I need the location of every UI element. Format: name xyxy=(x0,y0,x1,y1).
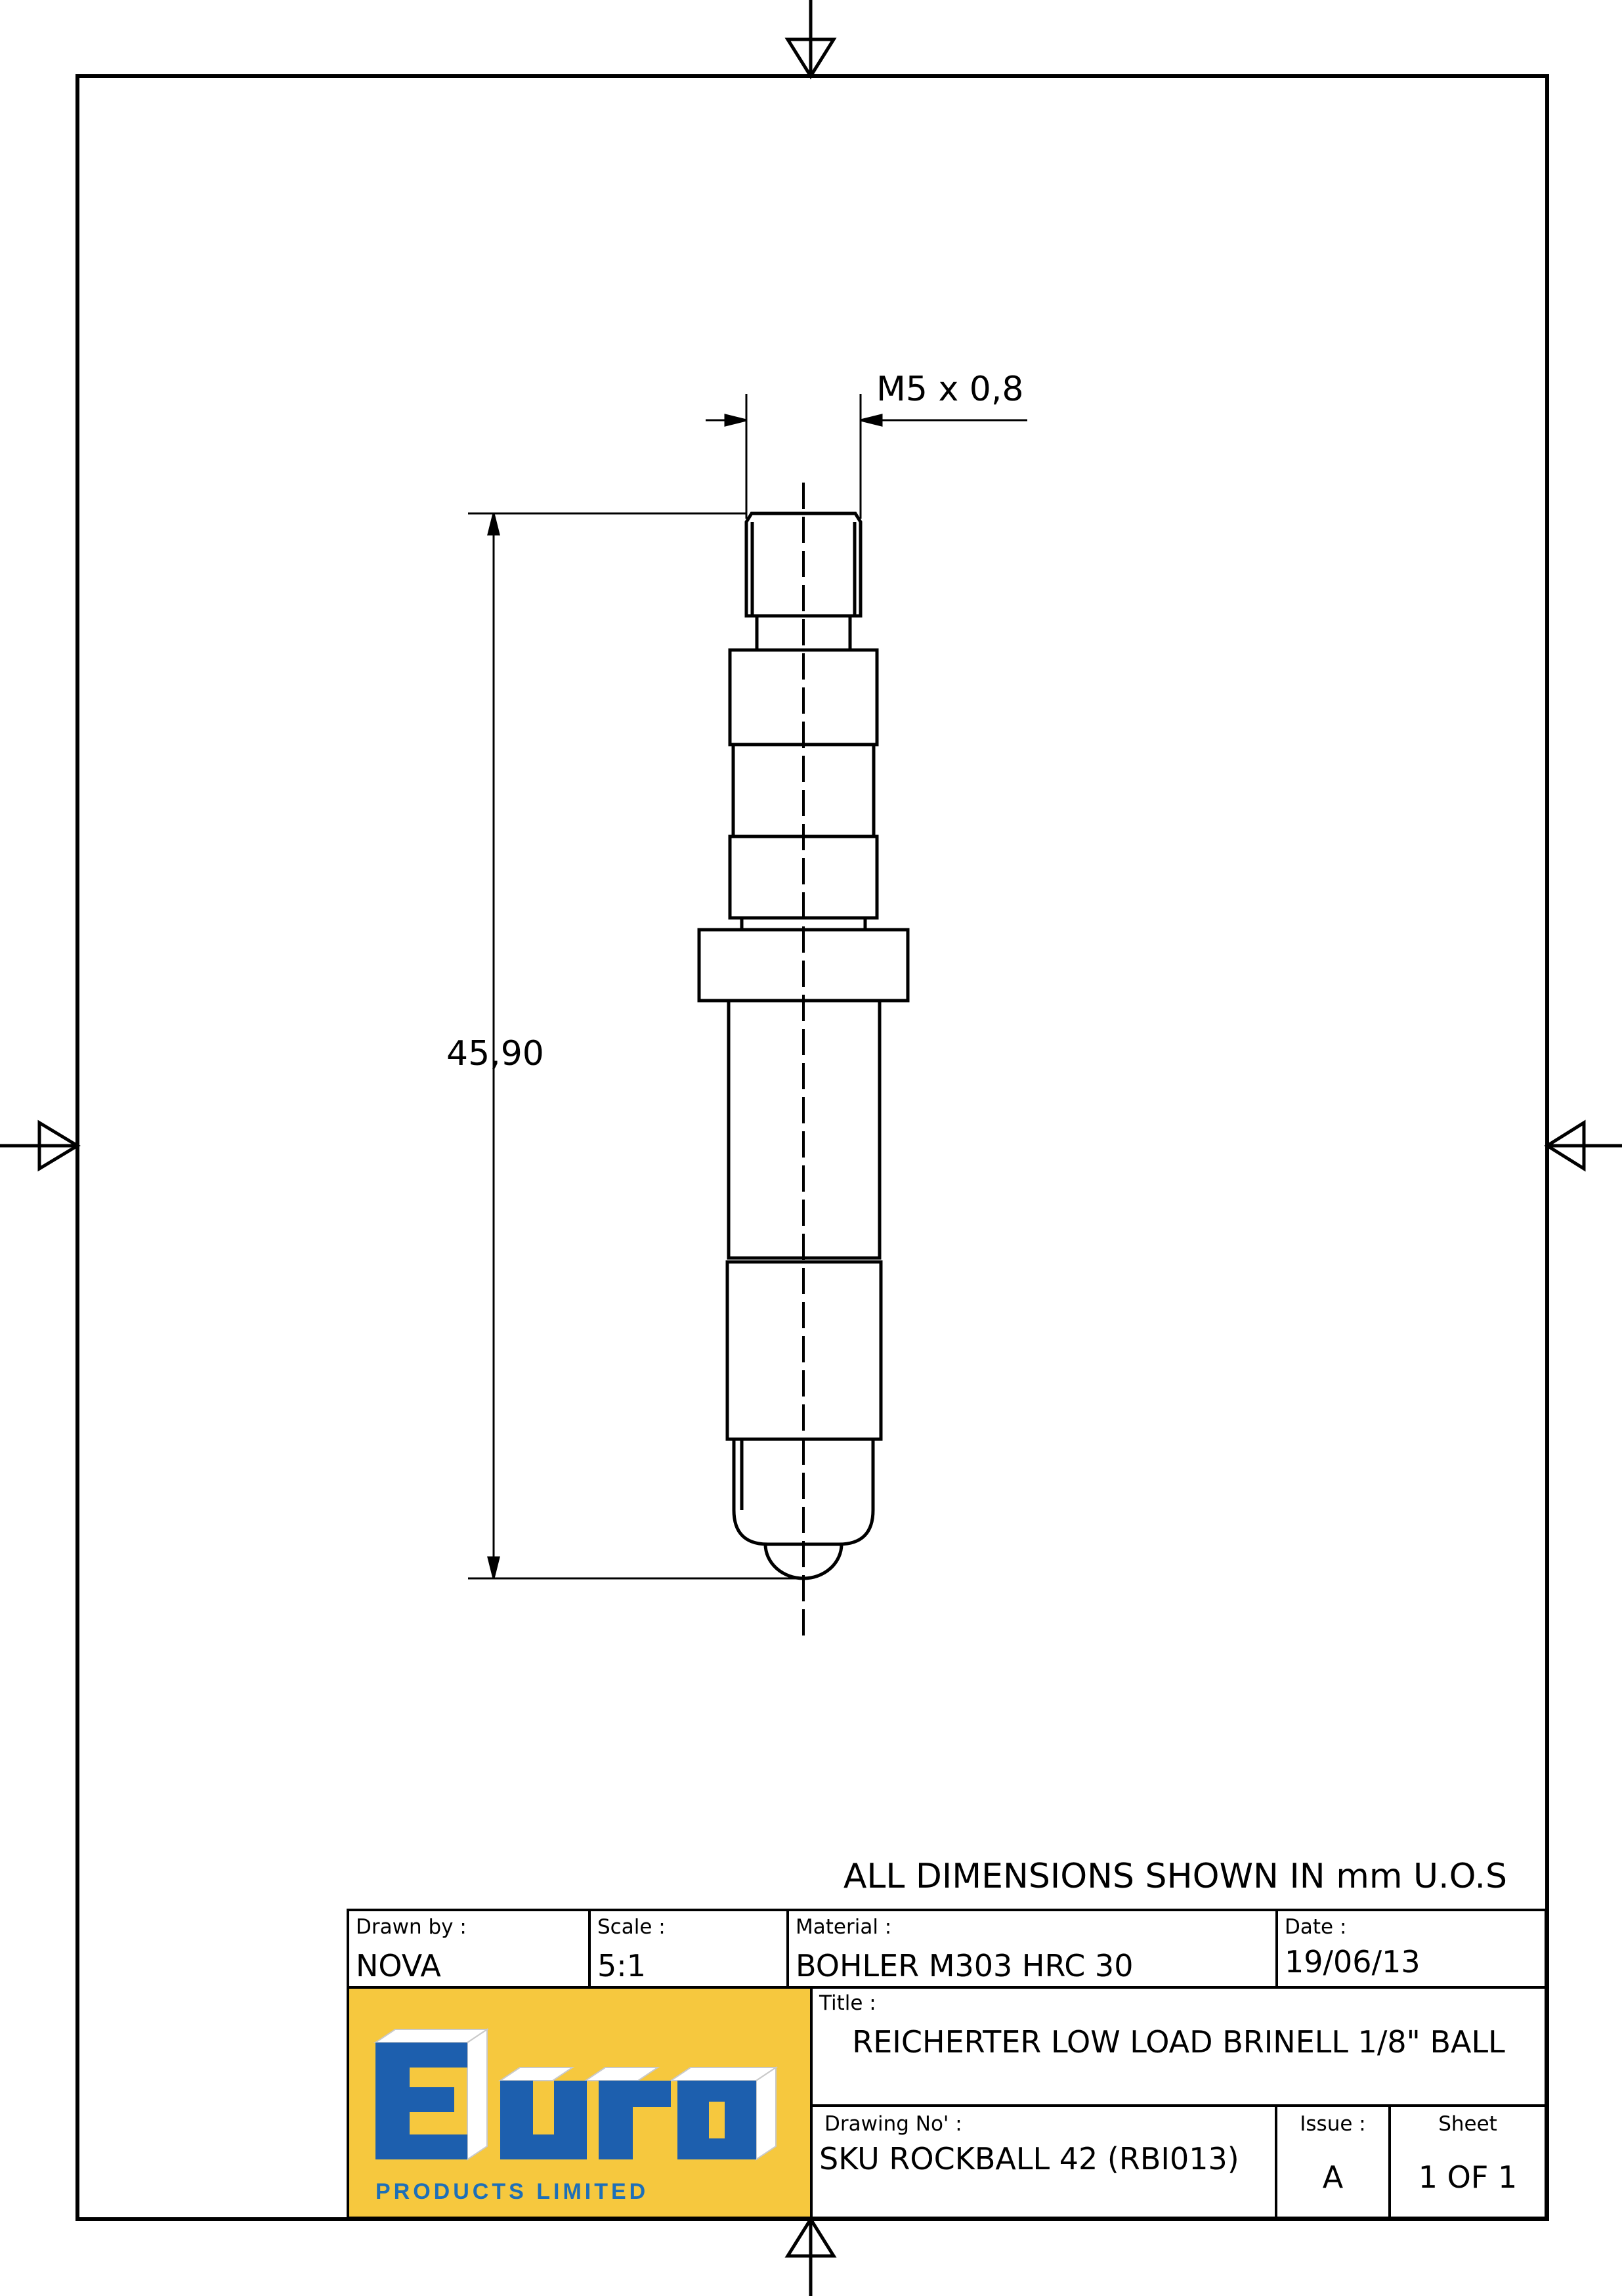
sheet-value: 1 OF 1 xyxy=(1418,2159,1518,2195)
centering-mark-left xyxy=(0,1123,77,1169)
sheet-cell xyxy=(1388,2104,1547,2219)
material-label: Material : xyxy=(796,1915,892,1939)
issue-cell xyxy=(1275,2104,1391,2219)
centering-mark-bottom xyxy=(788,2219,834,2296)
drawn-by-label: Drawn by : xyxy=(356,1915,467,1939)
drawing-no-value: SKU ROCKBALL 42 (RBI013) xyxy=(819,2141,1239,2177)
drawn-by-cell xyxy=(347,1909,591,1989)
scale-value: 5:1 xyxy=(597,1948,647,1983)
centering-mark-top xyxy=(788,0,834,76)
drawn-by-value: NOVA xyxy=(356,1948,441,1983)
drawing-no-label: Drawing No' : xyxy=(824,2112,962,2136)
issue-label: Issue : xyxy=(1300,2112,1366,2136)
scale-label: Scale : xyxy=(597,1915,666,1939)
scale-cell xyxy=(588,1909,789,1989)
company-logo xyxy=(347,1986,813,2219)
material-cell xyxy=(786,1909,1278,1989)
thread-callout: M5 x 0,8 xyxy=(876,370,1024,409)
title-cell xyxy=(810,1986,1547,2107)
date-value: 19/06/13 xyxy=(1285,1944,1420,1980)
issue-value: A xyxy=(1322,2159,1344,2195)
overall-length-label: 45,90 xyxy=(446,1034,544,1073)
date-cell xyxy=(1275,1909,1547,1989)
title-label: Title : xyxy=(819,1991,876,2015)
centering-mark-right xyxy=(1547,1123,1622,1169)
drawing-no-cell xyxy=(810,2104,1277,2219)
drawing-frame xyxy=(77,76,1547,2219)
sheet-label: Sheet xyxy=(1438,2112,1497,2136)
title-value: REICHERTER LOW LOAD BRINELL 1/8" BALL xyxy=(852,2024,1505,2060)
material-value: BOHLER M303 HRC 30 xyxy=(796,1948,1134,1983)
date-label: Date : xyxy=(1285,1915,1347,1939)
logo-tagline: PRODUCTS LIMITED xyxy=(375,2179,649,2204)
dimensions-note: ALL DIMENSIONS SHOWN IN mm U.O.S xyxy=(843,1857,1507,1896)
thread-dimension xyxy=(706,394,1027,519)
